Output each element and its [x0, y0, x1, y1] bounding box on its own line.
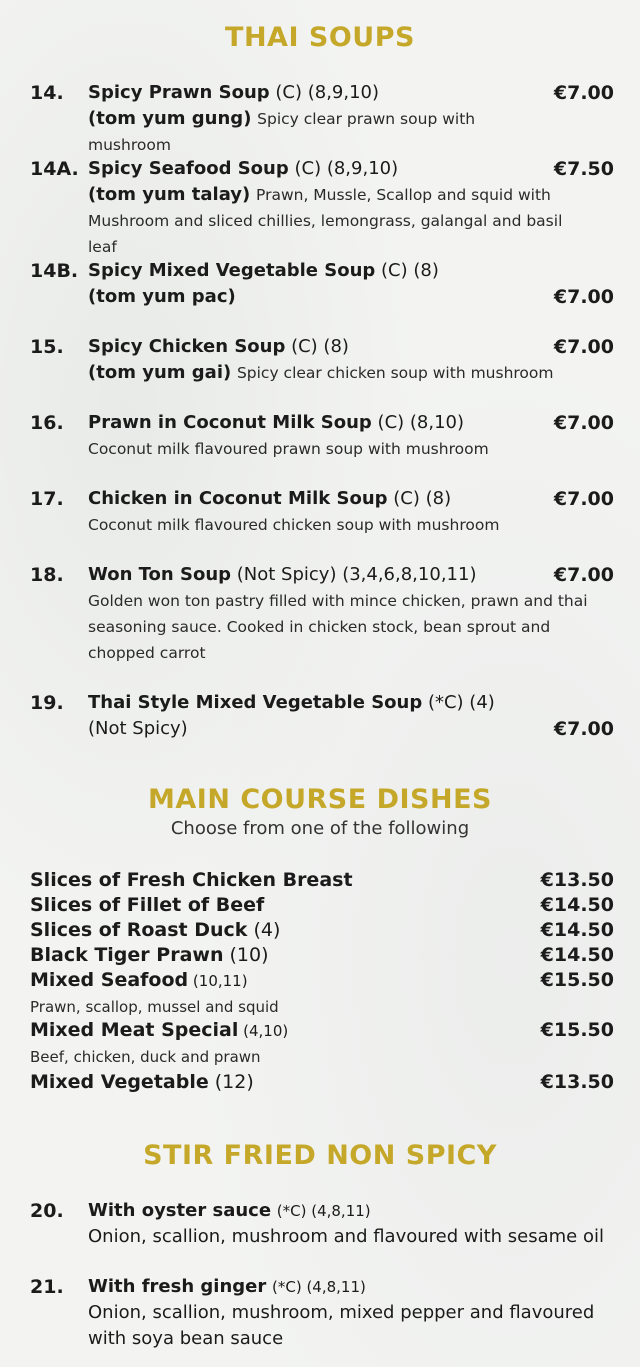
- main-item-roast-duck: [30, 918, 614, 943]
- item-number: 14B.: [30, 260, 79, 282]
- main-item-mixed-vegetable: [30, 1070, 614, 1095]
- item-number: 17.: [30, 488, 64, 510]
- section-title-stir-fried: STIR FRIED NON SPICY: [143, 1140, 497, 1171]
- item-name: Chicken in Coconut Milk Soup: [88, 488, 388, 509]
- item-tags: (Not Spicy) (3,4,6,8,10,11): [236, 564, 477, 585]
- main-item-price: €13.50: [540, 1071, 614, 1093]
- main-item-name: Black Tiger Prawn: [30, 944, 224, 966]
- main-item-tags: (10,11): [188, 972, 248, 990]
- item-name: Spicy Prawn Soup: [88, 82, 270, 103]
- main-item-tags: (4,10): [238, 1022, 289, 1040]
- item-tags: (C) (8,10): [377, 412, 465, 433]
- item-description: Coconut milk flavoured prawn soup with mushroom: [88, 440, 489, 458]
- item-number: 20.: [30, 1200, 64, 1222]
- item-number: 18.: [30, 564, 64, 586]
- item-description: Coconut milk flavoured chicken soup with mushroom: [88, 516, 500, 534]
- item-number: 14A.: [30, 158, 79, 180]
- main-item-description: Beef, chicken, duck and prawn: [30, 1048, 261, 1066]
- section-title-thai-soups: THAI SOUPS: [225, 22, 415, 53]
- main-item-name: Mixed Meat Special: [30, 1019, 239, 1041]
- main-item-tiger-prawn: [30, 943, 614, 968]
- item-thai-name: (tom yum gai): [88, 362, 232, 383]
- main-item-name: Slices of Roast Duck: [30, 919, 248, 941]
- item-name: With fresh ginger: [88, 1276, 267, 1297]
- item-tags: (C) (8): [393, 488, 452, 509]
- item-price: €7.00: [553, 286, 614, 308]
- main-item-name: Slices of Fillet of Beef: [30, 894, 265, 916]
- item-name: Prawn in Coconut Milk Soup: [88, 412, 372, 433]
- item-price: €7.00: [553, 336, 614, 358]
- item-price: €7.00: [553, 488, 614, 510]
- main-item-tags: (10): [223, 944, 269, 966]
- item-name: Thai Style Mixed Vegetable Soup: [88, 692, 423, 713]
- item-number: 15.: [30, 336, 64, 358]
- item-description: Spicy clear chicken soup with mushroom: [236, 364, 554, 382]
- item-tags: (C) (8,9,10): [275, 82, 380, 103]
- item-thai-name: (tom yum gung): [88, 108, 252, 129]
- main-item-price: €14.50: [540, 894, 614, 916]
- item-name: Spicy Mixed Vegetable Soup: [88, 260, 376, 281]
- item-thai-name: (tom yum pac): [88, 286, 236, 307]
- main-item-price: €15.50: [540, 1019, 614, 1041]
- main-item-fillet-beef: [30, 893, 614, 918]
- item-description: Prawn, Mussle, Scallop and squid with: [256, 186, 551, 204]
- section-subtitle: Choose from one of the following: [170, 818, 470, 839]
- main-item-price: €14.50: [540, 944, 614, 966]
- main-item-mixed-meat: [30, 1018, 614, 1044]
- item-number: 21.: [30, 1276, 64, 1298]
- item-tags: (C) (8): [381, 260, 439, 281]
- item-note: (Not Spicy): [88, 718, 188, 739]
- main-item-price: €15.50: [540, 969, 614, 991]
- item-tags: (*C) (4): [427, 692, 495, 713]
- item-name: Spicy Seafood Soup: [88, 158, 289, 179]
- item-description-line2: with soya bean sauce: [88, 1328, 284, 1349]
- item-price: €7.50: [553, 158, 614, 180]
- item-name: With oyster sauce: [88, 1200, 272, 1221]
- main-item-name: Slices of Fresh Chicken Breast: [30, 869, 353, 891]
- item-number: 16.: [30, 412, 64, 434]
- item-name: Won Ton Soup: [88, 564, 232, 585]
- section-title-main-course: MAIN COURSE DISHES: [148, 784, 492, 815]
- main-item-name: Mixed Vegetable: [30, 1071, 209, 1093]
- item-description-line2: seasoning sauce. Cooked in chicken stock, bean sprout and: [88, 618, 551, 636]
- item-description-line2: Mushroom and sliced chillies, lemongrass, galangal and basil leaf: [88, 212, 563, 256]
- item-name: Spicy Chicken Soup: [88, 336, 286, 357]
- main-item-description: Prawn, scallop, mussel and squid: [30, 998, 279, 1016]
- item-description-line3: chopped carrot: [88, 644, 206, 662]
- main-item-chicken-breast: [30, 868, 614, 893]
- item-number: 19.: [30, 692, 64, 714]
- main-item-mixed-seafood: [30, 968, 614, 994]
- main-item-name: Mixed Seafood: [30, 969, 189, 991]
- main-item-tags: (12): [208, 1071, 254, 1093]
- main-item-tags: (4): [247, 919, 281, 941]
- item-description: Onion, scallion, mushroom, mixed pepper and flavoured: [88, 1302, 595, 1323]
- item-price: €7.00: [553, 718, 614, 740]
- item-tags: (*C) (4,8,11): [276, 1202, 371, 1220]
- item-description: Onion, scallion, mushroom and flavoured with sesame oil: [88, 1226, 604, 1247]
- item-tags: (C) (8,9,10): [294, 158, 399, 179]
- item-tags: (*C) (4,8,11): [272, 1278, 366, 1296]
- item-description: Spicy clear prawn soup with mushroom: [88, 110, 476, 154]
- main-item-price: €13.50: [540, 869, 614, 891]
- item-tags: (C) (8): [291, 336, 349, 357]
- item-price: €7.00: [553, 412, 614, 434]
- item-number: 14.: [30, 82, 64, 104]
- main-item-price: €14.50: [540, 919, 614, 941]
- item-description: Golden won ton pastry filled with mince chicken, prawn and thai: [88, 592, 588, 610]
- item-price: €7.00: [553, 82, 614, 104]
- item-thai-name: (tom yum talay): [88, 184, 251, 205]
- item-price: €7.00: [553, 564, 614, 586]
